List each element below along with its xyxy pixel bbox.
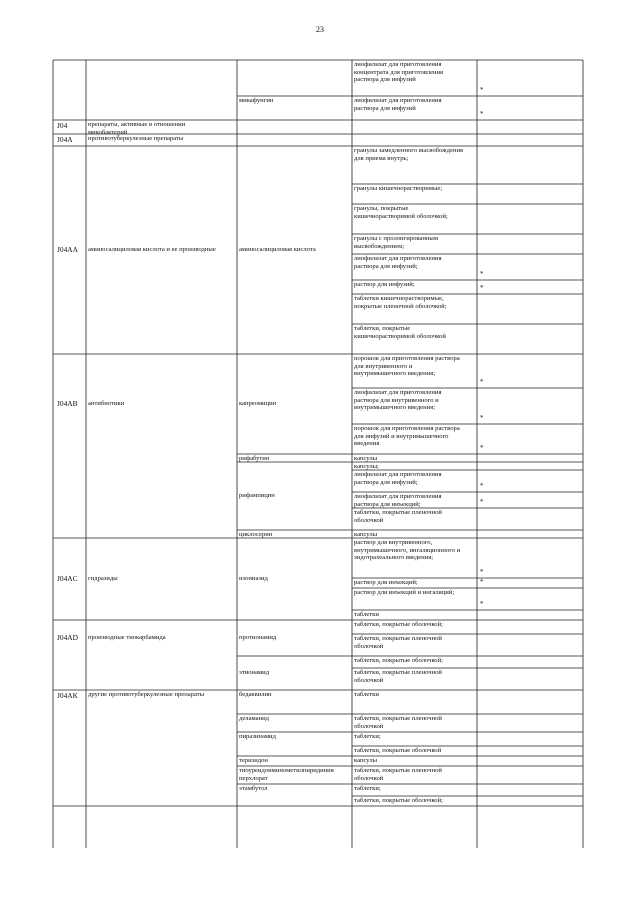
dosage-form-line: капсулы; [354,463,379,470]
group-name-line: другие противотуберкулезные препараты [88,691,205,698]
dosage-form-line: кишечнорастворимой оболочкой [354,332,446,340]
dosage-form [354,757,377,765]
drug-name [239,733,276,741]
dosage-form-line: порошок для приготовления раствора [354,425,460,432]
dosage-form [354,669,442,684]
dosage-form [354,579,418,587]
atc-code-line: J04AD [57,633,78,642]
atc-code [57,246,78,254]
dosage-form [354,205,448,220]
drug-name-line: капреомицин [239,400,277,407]
group-name-line: препараты, активные в отношении [88,121,186,128]
atc-code-line: J04 [57,121,68,130]
drug-name [239,715,269,723]
drug-name [239,492,275,500]
dosage-form-line: капсулы [354,531,378,538]
dosage-form-line: таблетки, покрытые оболочкой; [354,657,443,664]
group-name [88,400,124,408]
vital-mark: * [480,578,484,586]
dosage-form-line: раствора для инфузий [354,104,416,112]
vital-mark: * [480,444,484,452]
dosage-form-line: внутримышечного введения; [354,404,436,412]
drug-name [239,246,316,254]
vital-mark: * [480,86,484,94]
dosage-form-line: раствора для внутривенного и [354,396,439,404]
dosage-form-line: таблетки, покрытые оболочкой [354,747,442,754]
drug-name [239,455,269,463]
dosage-form [354,657,443,665]
atc-code [57,634,78,642]
dosage-form-line: раствора для инъекций; [354,500,421,508]
dosage-form [354,255,441,270]
dosage-form [354,493,441,508]
group-name-line: производные тиокарбамида [88,634,166,641]
group-name [88,691,204,699]
dosage-form [354,147,463,162]
dosage-form-line: таблетки, покрытые пленочной [354,635,442,642]
dosage-form-line: гранулы, покрытые [354,205,409,212]
drug-name-line: тиоуреидоиминометилпиридиния [239,767,334,774]
vital-mark: * [480,378,484,386]
dosage-form-line: лиофилизат для приготовления [354,471,442,478]
dosage-form-line: оболочкой [354,642,384,650]
dosage-form-line: лиофилизат для приготовления [354,389,442,396]
dosage-form-line: раствор для инъекций и ингаляций; [354,589,455,596]
dosage-form-line: таблетки, покрытые [354,325,411,332]
drug-name [239,691,272,699]
vital-mark: * [480,414,484,422]
dosage-form [354,389,441,412]
dosage-form-line: для внутривенного и [354,362,413,370]
dosage-form [354,785,381,793]
dosage-form-line: таблетки; [354,785,381,792]
dosage-form-line: таблетки [354,611,379,618]
vital-mark: * [480,270,484,278]
dosage-form-line: концентрата для приготовления [354,68,444,76]
dosage-form [354,635,442,650]
dosage-form-line: таблетки, покрытые пленочной [354,669,442,676]
drug-name-line: рифампицин [239,492,275,499]
atc-code [57,136,73,144]
dosage-form-line: капсулы [354,455,378,462]
group-name [88,634,166,642]
vital-mark: * [480,482,484,490]
dosage-form [354,509,442,524]
drug-name [239,400,276,408]
dosage-form-line: лиофилизат для приготовления [354,97,442,104]
dosage-form [354,185,442,193]
dosage-form [354,715,442,730]
dosage-form [354,325,446,340]
group-name [88,246,216,254]
dosage-form [354,455,377,463]
dosage-form-line: лиофилизат для приготовления [354,255,442,262]
dosage-form-line: капсулы [354,757,378,764]
group-name [88,135,183,143]
group-name-line: антибиотики [88,400,125,407]
dosage-form [354,61,443,84]
drug-name-line: микафунгин [239,97,274,104]
dosage-form-line: для приема внутрь; [354,154,409,162]
group-name [88,575,118,583]
drug-name-line: рифабутин [239,455,270,462]
vital-mark: * [480,600,484,608]
dosage-form-line: внутримышечного, ингаляционного и [354,546,461,554]
vital-mark: * [480,498,484,506]
drug-name-line: аминосалициловая кислота [239,246,316,253]
drug-name-line: пиразинамид [239,733,276,740]
dosage-form [354,97,441,112]
dosage-form-line: оболочкой [354,722,384,730]
dosage-form [354,471,441,486]
dosage-form-line: лиофилизат для приготовления [354,61,442,68]
atc-code-line: J04AB [57,399,78,408]
dosage-form-line: раствора для инфузий; [354,262,418,270]
atc-code [57,575,78,583]
dosage-form [354,691,379,699]
dosage-form-line: гранулы замедленного высвобождения [354,147,464,154]
dosage-form-line: лиофилизат для приготовления [354,493,442,500]
atc-code-line: J04A [57,135,73,144]
dosage-form-line: оболочкой [354,774,384,782]
dosage-form [354,281,415,289]
drug-name [239,575,268,583]
atc-code [57,400,78,408]
drug-name-line: перхлорат [239,774,268,782]
drug-name [239,634,276,642]
dosage-form [354,539,460,562]
dosage-form-line: таблетки, покрытые оболочкой; [354,621,443,628]
group-name [88,121,185,136]
dosage-form-line: таблетки, покрытые пленочной [354,767,442,774]
drug-name [239,97,273,105]
dosage-form-line: таблетки кишечнорастворимые, [354,295,444,302]
atc-code [57,692,78,700]
dosage-form-line: порошок для приготовления раствора [354,355,460,362]
atc-code-line: J04AA [57,245,78,254]
drug-name [239,531,272,539]
dosage-form [354,355,460,378]
drug-name-line: деламанид [239,715,269,722]
atc-code-line: J04AC [57,574,78,583]
dosage-form [354,531,377,539]
drug-name [239,785,268,793]
dosage-form-line: гранулы с пролонгированным [354,235,438,242]
drug-name [239,767,334,782]
dosage-form-line: эндотрахеального введения; [354,554,434,562]
dosage-form [354,611,379,619]
dosage-form-line: таблетки, покрытые оболочкой; [354,797,443,804]
dosage-form [354,733,381,741]
group-name-line: аминосалициловая кислота и ее производные [88,246,216,253]
vital-mark: * [480,284,484,292]
dosage-form-line: таблетки, покрытые пленочной [354,509,442,516]
dosage-form-line: кишечнорастворимой оболочкой; [354,212,448,220]
dosage-form-line: оболочкой [354,516,384,524]
group-name-line: противотуберкулезные препараты [88,135,184,142]
dosage-form-line: таблетки [354,691,379,698]
atc-code-line: J04AK [57,691,78,700]
dosage-form [354,235,438,250]
dosage-form-line: раствор для внутривенного, [354,539,433,546]
dosage-form [354,747,441,755]
drug-name-line: этамбутол [239,785,268,792]
vital-mark: * [480,568,484,576]
dosage-form [354,295,446,310]
atc-code [57,122,67,130]
dosage-form [354,589,454,597]
dosage-form-line: таблетки; [354,733,381,740]
dosage-form-line: высвобождением; [354,242,405,250]
drug-name [239,757,268,765]
dosage-form-line: покрытые пленочной оболочкой; [354,302,447,310]
dosage-form [354,797,443,805]
dosage-form-line: раствора для инфузий [354,76,416,84]
dosage-form-line: таблетки, покрытые пленочной [354,715,442,722]
dosage-form-line: введения [354,440,380,448]
dosage-form [354,463,379,471]
dosage-form [354,621,443,629]
dosage-form [354,767,442,782]
drug-name-line: бедаквилин [239,691,272,698]
dosage-form-line: раствор для инъекций; [354,579,418,586]
drug-name-line: изониазид [239,575,268,582]
dosage-form-line: для инфузий и внутримышечного [354,432,449,440]
drug-name-line: протионамид [239,634,277,641]
dosage-form-line: раствор для инфузий; [354,281,415,288]
group-name-line: микобактерий [88,128,128,136]
drug-name-line: циклосерин [239,531,273,538]
drug-name [239,669,269,677]
dosage-form [354,425,460,448]
group-name-line: гидразиды [88,575,118,582]
page-number: 23 [316,25,324,34]
vital-mark: * [480,110,484,118]
dosage-form-line: гранулы кишечнорастворимые; [354,185,443,192]
dosage-form-line: оболочкой [354,676,384,684]
drug-name-line: этионамид [239,669,270,676]
dosage-form-line: внутримышечного введения; [354,370,436,378]
drug-name-line: теризидон [239,757,268,764]
dosage-form-line: раствора для инфузий; [354,478,418,486]
